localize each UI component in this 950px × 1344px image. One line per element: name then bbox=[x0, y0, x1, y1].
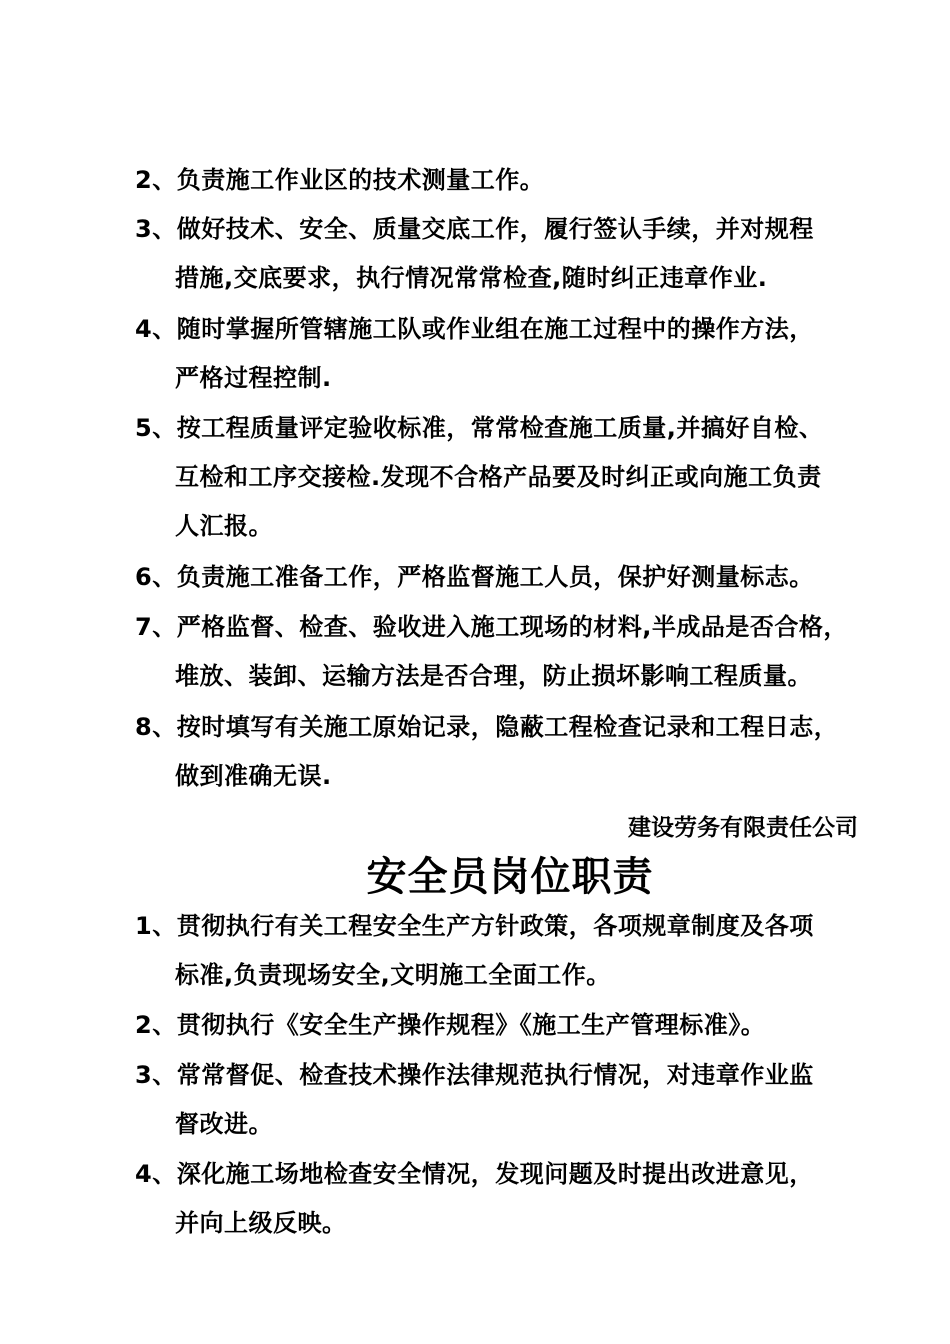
duty-item-8 bbox=[135, 703, 895, 801]
safety-duty-item-4 bbox=[135, 1150, 895, 1248]
duty-item-5 bbox=[135, 404, 895, 551]
duty-item-3 bbox=[135, 205, 895, 303]
duty-line-continuation: 互检和工序交接检.发现不合格产品要及时纠正或向施工负责 bbox=[175, 463, 822, 491]
duty-line: 3、做好技术、安全、质量交底工作，履行签认手续，并对规程 bbox=[135, 215, 814, 243]
duty-line: 3、常常督促、检查技术操作法律规范执行情况，对违章作业监 bbox=[135, 1061, 814, 1089]
duty-line-continuation: 人汇报。 bbox=[175, 512, 273, 540]
duty-line-continuation: 措施,交底要求，执行情况常常检查,随时纠正违章作业. bbox=[175, 264, 768, 292]
duty-line-continuation: 督改进。 bbox=[175, 1110, 273, 1138]
duty-item-6 bbox=[135, 553, 895, 602]
safety-duty-item-3 bbox=[135, 1051, 895, 1149]
duty-line-continuation: 严格过程控制. bbox=[175, 364, 332, 392]
company-name: 建设劳务有限责任公司 bbox=[628, 815, 858, 841]
duty-item-2 bbox=[135, 156, 895, 205]
section-title: 安全员岗位职责 bbox=[366, 854, 654, 900]
duty-line: 4、随时掌握所管辖施工队或作业组在施工过程中的操作方法， bbox=[135, 315, 814, 343]
safety-duty-item-2 bbox=[135, 1001, 895, 1050]
duty-line: 2、负责施工作业区的技术测量工作。 bbox=[135, 166, 545, 194]
duty-line-continuation: 标准,负责现场安全,文明施工全面工作。 bbox=[175, 961, 611, 989]
duty-line: 8、按时填写有关施工原始记录，隐蔽工程检查记录和工程日志， bbox=[135, 713, 839, 741]
duty-line: 5、按工程质量评定验收标准，常常检查施工质量,并搞好自检、 bbox=[135, 414, 824, 442]
safety-duty-item-1 bbox=[135, 902, 895, 1000]
duty-line: 2、贯彻执行《安全生产操作规程》《施工生产管理标准》。 bbox=[135, 1011, 766, 1039]
duty-item-7 bbox=[135, 603, 895, 701]
duty-line: 7、严格监督、检查、验收进入施工现场的材料,半成品是否合格， bbox=[135, 613, 848, 641]
duty-line: 6、负责施工准备工作，严格监督施工人员，保护好测量标志。 bbox=[135, 563, 814, 591]
duty-line: 4、深化施工场地检查安全情况，发现问题及时提出改进意见， bbox=[135, 1160, 814, 1188]
duty-line-continuation: 并向上级反映。 bbox=[175, 1209, 347, 1237]
duty-item-4 bbox=[135, 305, 895, 403]
duty-line-continuation: 做到准确无误. bbox=[175, 762, 332, 790]
duty-line: 1、贯彻执行有关工程安全生产方针政策，各项规章制度及各项 bbox=[135, 912, 814, 940]
duty-line-continuation: 堆放、装卸、运输方法是否合理，防止损坏影响工程质量。 bbox=[175, 662, 812, 690]
